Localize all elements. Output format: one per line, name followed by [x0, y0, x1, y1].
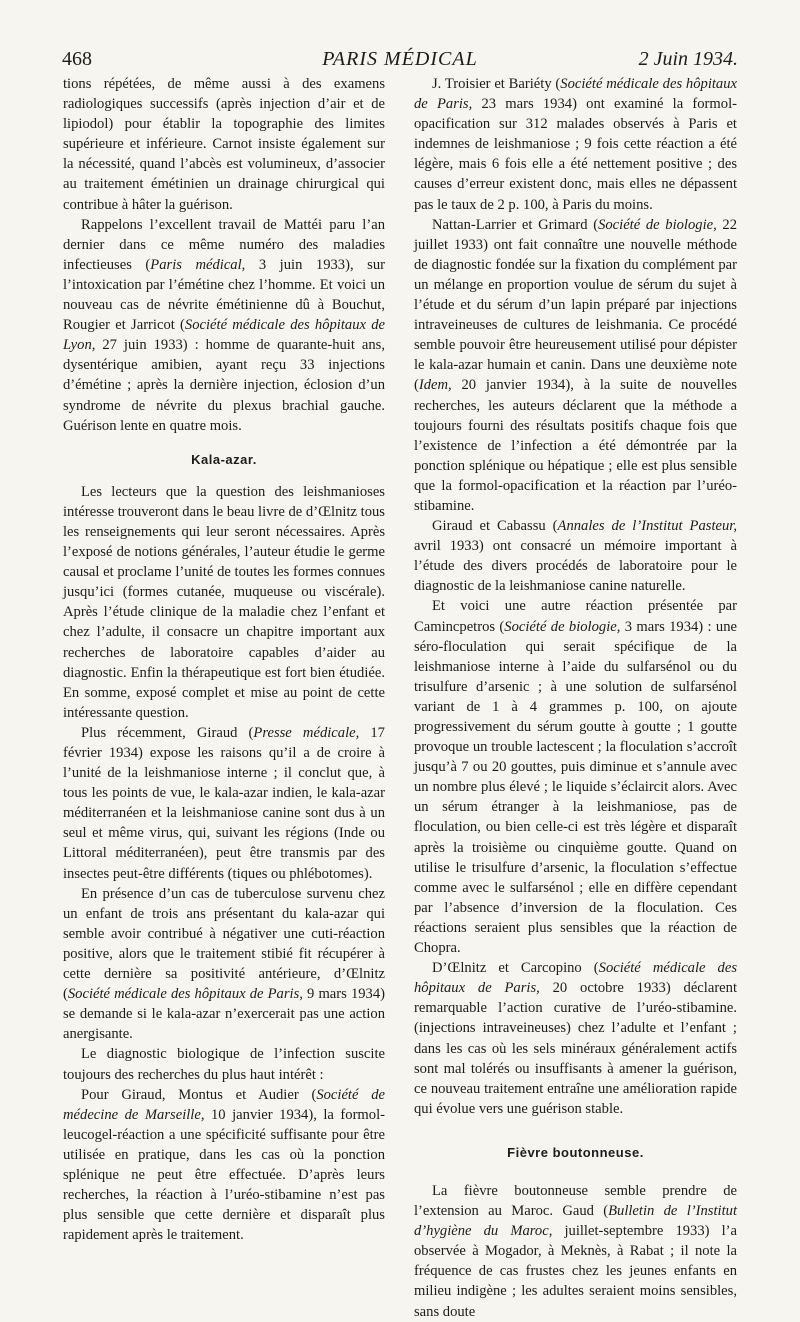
paragraph: Rappelons l’excellent travail de Mattéi paru l’an dernier dans ce même numéro des maladies infectieuses (Paris médical, 3 juin 1933), sur l’intoxication par l’émétine chez l’homme. Et voici un nouveau cas de névrite émétinienne dû à Bouchut, Rougier et Jarricot (Société médicale des hôpitaux de Lyon, 27 juin 1933) : homme de quarante-huit ans, dysentérique amibien, ayant reçu 33 injections d’émétine ; après la dernière injection, éclosion d’un syndrome de névrite du plexus brachial gauche. Guérison lente en quatre mois. — [63, 216, 385, 434]
paragraph: J. Troisier et Bariéty (Société médicale des hôpitaux de Paris, 23 mars 1934) ont examiné la formol-opacification sur 312 malades observés à Paris et indemnes de leishmaniose ; 9 fois cette réaction a été légère, mais 6 fois elle a été nettement positive ; des causes d’erreur existent donc, mais elles ne dépassent pas le taux de 2 p. 100, à Paris du moins. — [414, 76, 737, 213]
citation-italic: Société de biologie, — [598, 216, 717, 233]
left-column — [63, 74, 385, 1245]
paragraph: En présence d’un cas de tuberculose survenu chez un enfant de trois ans présentant du kala-azar qui semble avoir contribué à négativer une cuti-réaction positive, alors que le traitement stibié fit récupérer à cette dernière sa positivité antérieure, d’Œlnitz (Société médicale des hôpitaux de Paris, 9 mars 1934) se demande si le kala-azar n’exercerait pas une action anergisante. — [63, 885, 385, 1043]
citation-italic: Société de biologie, — [504, 618, 621, 635]
citation-italic: Idem, — [418, 377, 452, 394]
citation-italic: Société médicale des hôpitaux de Paris, — [414, 960, 737, 997]
paragraph: La fièvre boutonneuse semble prendre de l’extension au Maroc. Gaud (Bulletin de l’Institut d’hygiène du Maroc, juillet-septembre 1933) l’a observée à Mogador, à Meknès, à Rabat ; il note la fréquence de cas frustes chez les jeunes enfants en milieu indigène ; les adultes seraient moins sensibles, sans doute — [414, 1182, 737, 1320]
citation-italic: Bulletin de l’Institut d’hygiène du Maroc, — [414, 1203, 737, 1240]
citation-italic: Société de médecine de Marseille, — [63, 1086, 385, 1123]
paragraph: Giraud et Cabassu (Annales de l’Institut Pasteur, avril 1933) ont consacré un mémoire important à l’étude des divers procédés de laboratoire pour le diagnostic de la leishmaniose canine naturelle. — [414, 518, 737, 595]
paragraph: Les lecteurs que la question des leishmanioses intéresse trouveront dans le beau livre de d’Œlnitz tous les renseignements qui leur seront nécessaires. Après l’exposé de notions générales, l’auteur étudie le germe causal et proclame l’unité de toutes les formes connues jusqu’ici (formes cutanée, muqueuse ou viscérale). Après l’étude clinique de la maladie chez l’enfant et chez l’adulte, il consacre un chapitre important aux recherches de laboratoire capables d’aider au diagnostic. Enfin la thérapeutique est fort bien étudiée. En somme, exposé complet et mise au point de cette intéressante question. — [63, 483, 385, 721]
paragraph: Et voici une autre réaction présentée par Camincpetros (Société de biologie, 3 mars 1934) : une séro-floculation qui serait spécifique de la leishmaniose interne à l’aide du sulfarsénol ou du trisulfure d’arsenic ; à une solution de sulfarsénol variant de 1 à 4 grammes p. 100, on ajoute progressivement du sérum goutte à goutte ; 1 goutte provoque un trouble lactescent ; la floculation s’accroît jusqu’à 7 ou 20 gouttes, puis diminue et s’annule avec un nombre plus élevé ; le liquide s’éclaircit alors. Avec un sérum étranger à la leishmaniose, pas de floculation, ou bien celle-ci est très légère et disparaît après la troisième ou cinquième goutte. Quand on utilise le trisulfure d’arsenic, la floculation s’effectue comme avec le sulfarsénol ; elle en diffère cependant par l’absence d’inversion de la floculation. Ces réactions seraient plus sensibles que la réaction de Chopra. — [414, 598, 737, 957]
citation-italic: Presse médicale, — [253, 724, 360, 741]
section-heading-kala-azar: Kala-azar. — [191, 451, 257, 467]
paragraph: D’Œlnitz et Carcopino (Société médicale des hôpitaux de Paris, 20 octobre 1933) déclarent remarquable l’action curative de l’uréo-stibamine. (injections intraveineuses) chez l’adulte et l’enfant ; dans les cas où les sels minéraux généralement actifs sont mal tolérés ou insuffisants à amener la guérison, ce nouveau traitement entraîne une amélioration rapide qui évolue vers une guérison stable. — [414, 960, 738, 1117]
paragraph: Plus récemment, Giraud (Presse médicale, 17 février 1934) expose les raisons qu’il a de croire à l’unité de la leishmaniose interne ; il conclut que, à tous les points de vue, le kala-azar indien, le kala-azar méditerranéen et la leishmaniose canine sont dus à un seul et même virus, qui, suivant les régions (Inde ou Littoral méditerranéen), peut être transmis par des insectes peut-être différents (tiques ou phlébotomes). — [63, 724, 385, 882]
citation-italic: Société médicale des hôpitaux de Lyon, — [63, 317, 385, 354]
citation-italic: Société médicale des hôpitaux de Paris, — [67, 986, 303, 1003]
section-heading-fievre-boutonneuse: Fièvre boutonneuse. — [507, 1144, 644, 1160]
citation-italic: Société médicale des hôpitaux de Paris, — [414, 76, 737, 113]
paragraph: Pour Giraud, Montus et Audier (Société de médecine de Marseille, 10 janvier 1934), la formol-leucogel-réaction a une spécificité suffisante pour être utilisée en pratique, dans les cas où la ponction splénique ne peut être effectuée. D’après leurs recherches, la réaction à l’uréo-stibamine n’est pas plus sensible que cette dernière et disparaît plus rapidement après le traitement. — [63, 1086, 385, 1244]
page-number: 468 — [62, 48, 92, 70]
citation-italic: Paris médical, — [150, 256, 246, 273]
right-column — [414, 74, 737, 1322]
paragraph: Nattan-Larrier et Grimard (Société de biologie, 22 juillet 1933) ont fait connaître une nouvelle méthode de diagnostic fondée sur la fixation du complément par un mélange en proportion voulue de sérum du sujet à l’étude et du sérum d’un lapin préparé par injections intraveineuses de cultures de leishmania. Ce procédé semble pouvoir être heureusement utilisé pour dépister le kala-azar humain et canin. Dans une deuxième note (Idem, 20 janvier 1934), à la suite de nouvelles recherches, les auteurs déclarent que la méthode a toujours fourni des résultats positifs chaque fois que l’existence de l’infection a été démontrée par la ponction splénique ou hépatique ; elle est plus sensible que la formol-opacification et la réaction par l’uréo-stibamine. — [414, 216, 738, 514]
issue-date: 2 Juin 1934. — [638, 48, 738, 70]
page-header — [62, 48, 738, 76]
paragraph: tions répétées, de même aussi à des examens radiologiques successifs (après injection d’air et de lipiodol) pour établir la topographie des limites supérieure et inférieure. Carnot insiste également sur la nécessité, quand l’abcès est volumineux, d’associer au traitement émétinien un drainage chirurgical qui contribue à hâter la guérison. — [63, 76, 385, 213]
paragraph: Le diagnostic biologique de l’infection suscite toujours des recherches du plus haut intérêt : — [63, 1046, 385, 1083]
citation-italic: Annales de l’Institut Pasteur, — [557, 518, 737, 535]
journal-title: PARIS MÉDICAL — [322, 48, 478, 70]
